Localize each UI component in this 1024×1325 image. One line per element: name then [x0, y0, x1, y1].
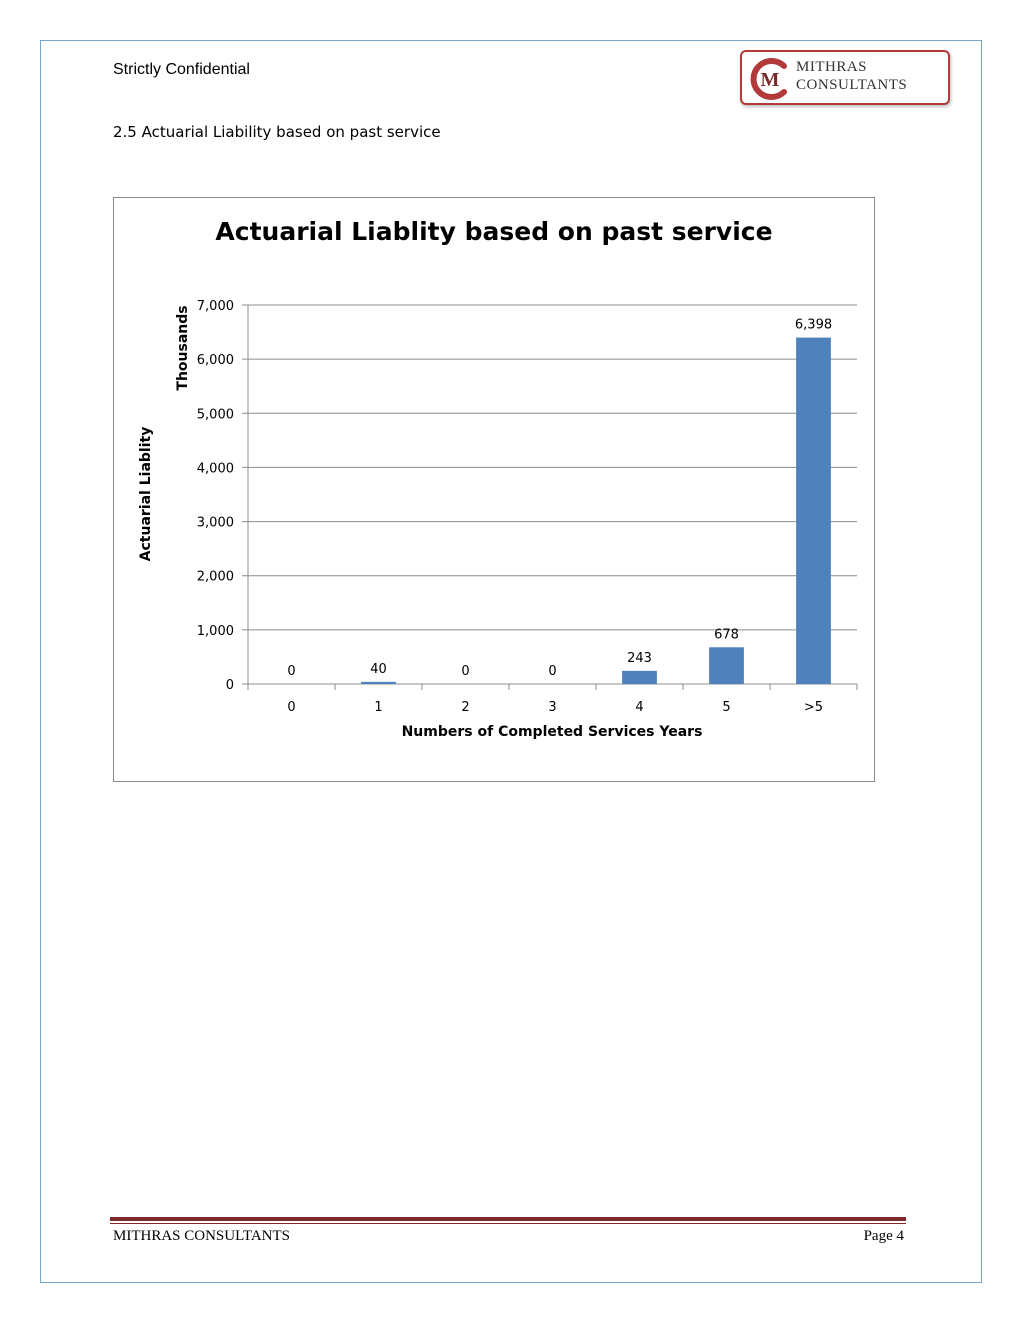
y-tick-label: 5,000	[196, 407, 234, 423]
footer-rule-thin	[110, 1223, 906, 1224]
bar->5	[796, 338, 831, 684]
y-tick-label: 4,000	[196, 461, 234, 477]
x-tick-label: 2	[461, 700, 470, 715]
y-tick-label: 6,000	[196, 353, 234, 369]
data-label-1: 40	[370, 661, 387, 677]
footer-rule	[110, 1217, 906, 1221]
x-tick-label: 1	[374, 700, 383, 715]
y-tick-label: 1,000	[196, 623, 234, 639]
x-tick-label: >5	[803, 700, 824, 715]
x-tick-label: 4	[635, 700, 644, 715]
company-logo	[740, 50, 950, 105]
x-tick-label: 5	[722, 700, 731, 715]
logo-text-line2: CONSULTANTS	[796, 77, 908, 93]
chart-title: Actuarial Liablity based on past service	[215, 217, 773, 246]
footer-company: MITHRAS CONSULTANTS	[113, 1228, 291, 1244]
y-axis-label: Actuarial Liablity	[138, 426, 154, 562]
y-unit-label: Thousands	[175, 305, 191, 391]
data-label-2: 0	[461, 664, 470, 679]
logo-text-line1: MITHRAS	[796, 59, 868, 75]
confidential-label: Strictly Confidential	[113, 61, 250, 78]
y-tick-label: 0	[225, 678, 234, 693]
bar-5	[709, 647, 744, 684]
bar-chart	[114, 198, 874, 781]
data-label-5: 678	[714, 627, 739, 643]
logo-mark-icon	[746, 56, 792, 100]
y-tick-label: 3,000	[196, 515, 234, 531]
x-tick-label: 0	[287, 700, 296, 715]
chart-frame	[113, 197, 875, 782]
page-number: Page 4	[863, 1228, 904, 1244]
y-tick-label: 7,000	[196, 299, 234, 314]
logo-letter: M	[760, 69, 780, 91]
data-label->5: 6,398	[794, 317, 833, 333]
section-heading: 2.5 Actuarial Liability based on past service	[113, 123, 441, 141]
bar-1	[361, 682, 396, 684]
data-label-0: 0	[287, 664, 296, 679]
data-label-4: 243	[627, 650, 652, 666]
x-axis-label: Numbers of Completed Services Years	[401, 724, 703, 740]
data-label-3: 0	[548, 664, 557, 679]
x-tick-label: 3	[548, 700, 557, 715]
y-tick-label: 2,000	[196, 569, 234, 585]
bar-4	[622, 671, 657, 684]
